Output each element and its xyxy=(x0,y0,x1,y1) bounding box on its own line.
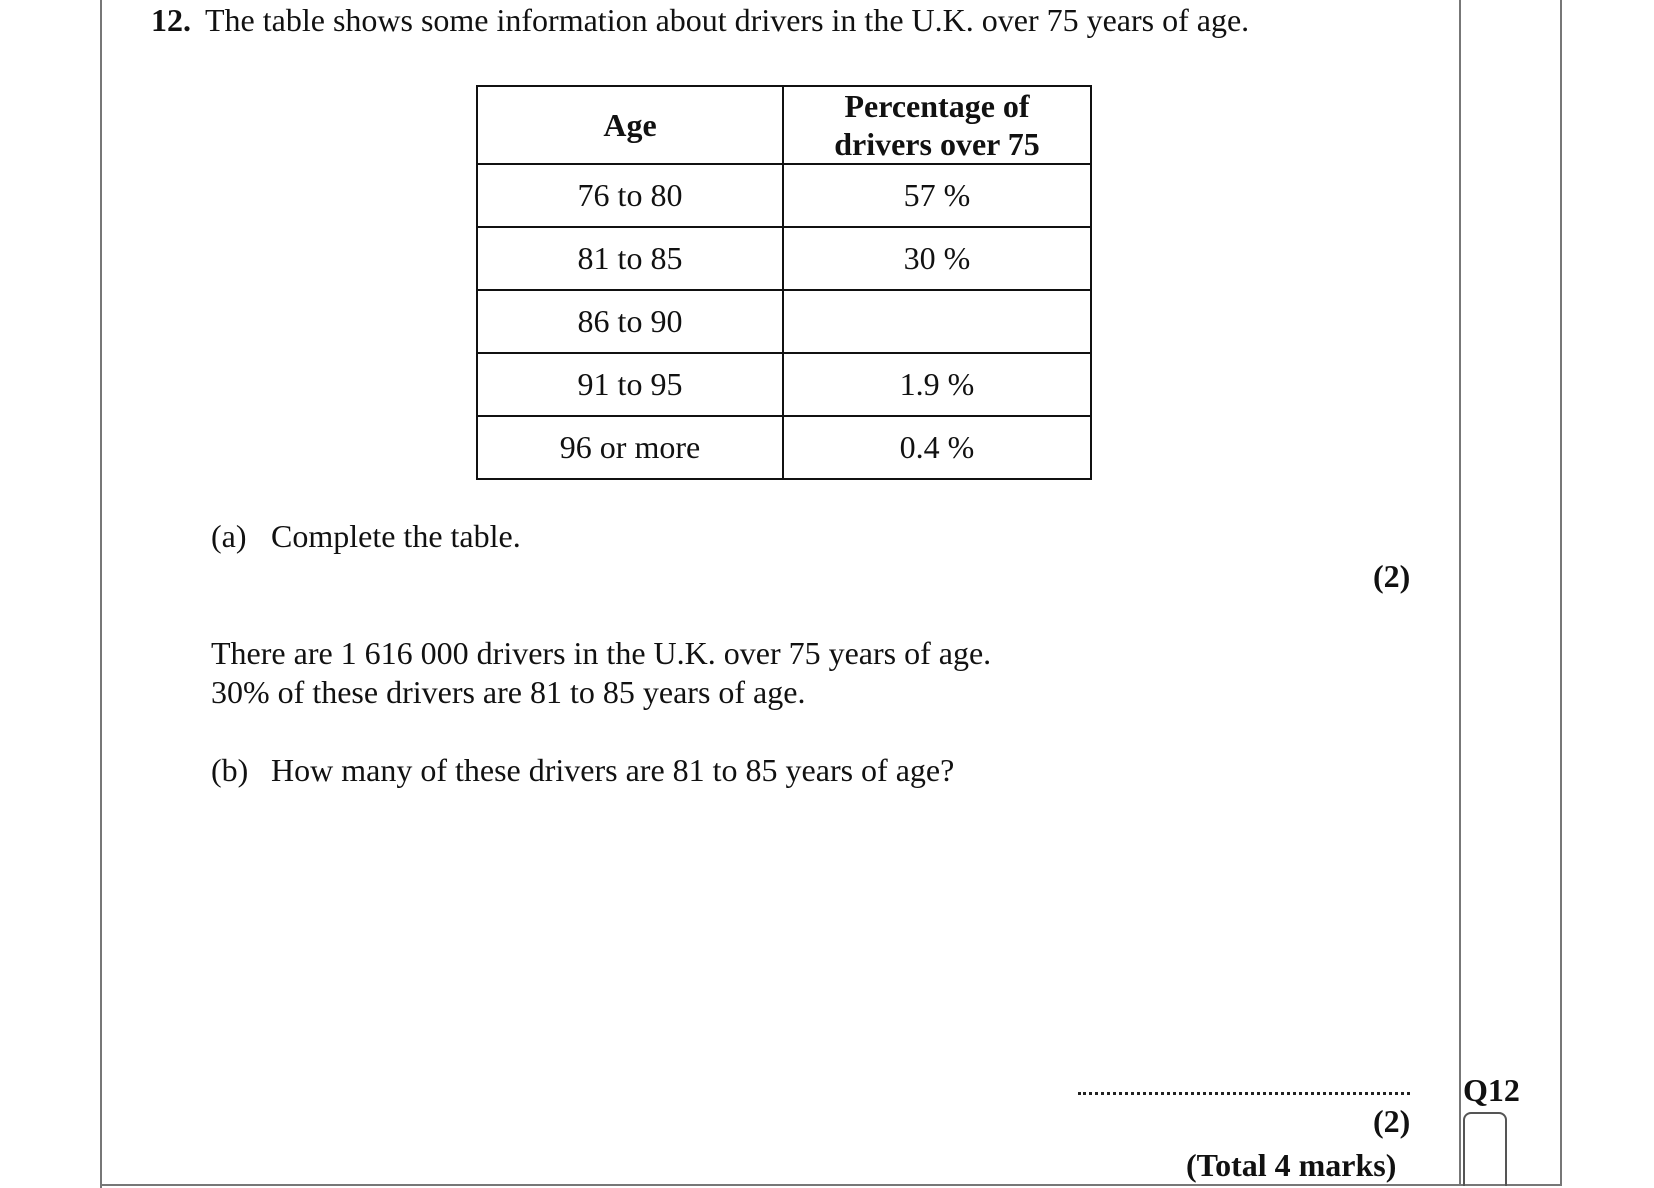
margin-border xyxy=(1459,0,1461,1186)
part-b-label: (b) xyxy=(211,752,249,788)
question-statement xyxy=(151,2,1249,39)
header-percentage-line1: Percentage of xyxy=(844,88,1030,124)
header-percentage xyxy=(783,86,1091,164)
header-percentage-line2: drivers over 75 xyxy=(834,126,1040,162)
page-border-right xyxy=(1560,0,1562,1186)
question-number: 12. xyxy=(151,2,191,38)
question-tag: Q12 xyxy=(1463,1072,1520,1108)
part-a xyxy=(211,518,521,555)
part-a-marks: (2) xyxy=(1373,558,1411,594)
part-b xyxy=(211,752,954,789)
info-line-2: 30% of these drivers are 81 to 85 years of age. xyxy=(211,674,806,710)
examiner-mark-box xyxy=(1463,1112,1507,1186)
age-cell: 91 to 95 xyxy=(477,353,783,416)
header-age: Age xyxy=(477,86,783,164)
age-cell: 96 or more xyxy=(477,416,783,479)
table-row xyxy=(477,164,1091,227)
percent-cell-blank[interactable] xyxy=(783,290,1091,353)
percent-cell: 1.9 % xyxy=(783,353,1091,416)
drivers-table xyxy=(476,85,1092,480)
percent-cell: 30 % xyxy=(783,227,1091,290)
table-header-row xyxy=(477,86,1091,164)
question-text: The table shows some information about drivers in the U.K. over 75 years of age. xyxy=(205,2,1250,38)
total-marks: (Total 4 marks) xyxy=(1186,1147,1397,1183)
percent-cell: 57 % xyxy=(783,164,1091,227)
percent-cell: 0.4 % xyxy=(783,416,1091,479)
age-cell: 76 to 80 xyxy=(477,164,783,227)
table-row xyxy=(477,353,1091,416)
table-row xyxy=(477,227,1091,290)
table-row xyxy=(477,290,1091,353)
part-b-marks: (2) xyxy=(1373,1103,1411,1139)
age-cell: 81 to 85 xyxy=(477,227,783,290)
answer-line[interactable] xyxy=(1078,1092,1410,1095)
part-a-label: (a) xyxy=(211,518,247,554)
table-row xyxy=(477,416,1091,479)
part-a-text: Complete the table. xyxy=(271,518,521,554)
part-b-text: How many of these drivers are 81 to 85 years of age? xyxy=(271,752,955,788)
page-border-left xyxy=(100,0,102,1188)
age-cell: 86 to 90 xyxy=(477,290,783,353)
info-line-1: There are 1 616 000 drivers in the U.K. over 75 years of age. xyxy=(211,635,992,671)
